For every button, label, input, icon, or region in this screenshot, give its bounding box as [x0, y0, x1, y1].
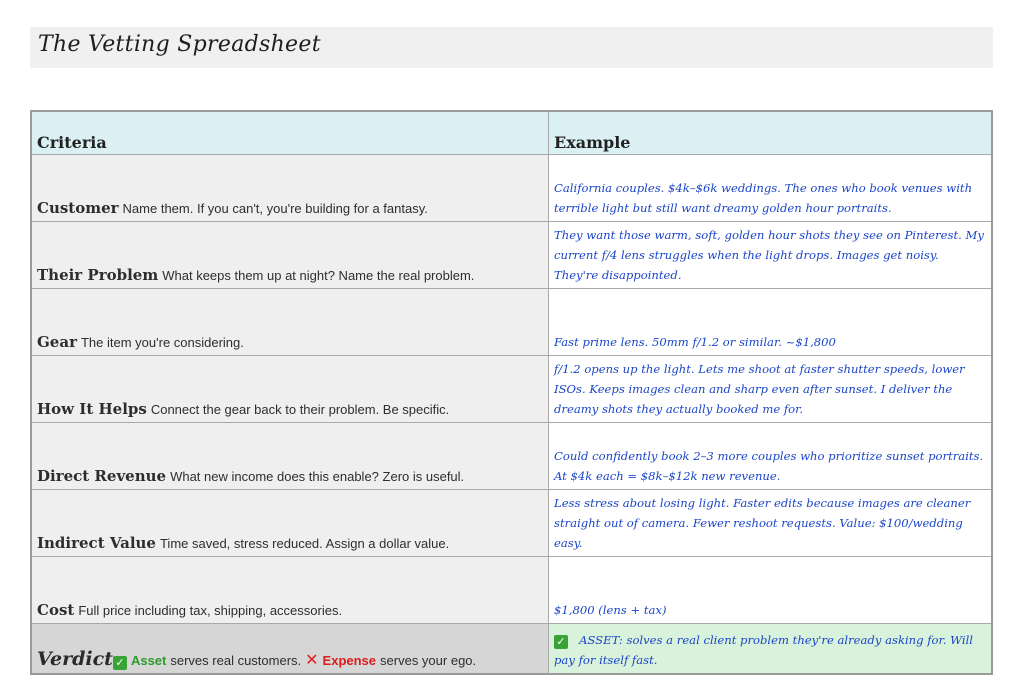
criteria-cell[interactable]	[31, 423, 549, 490]
header-row	[31, 111, 992, 155]
example-cell[interactable]: Less stress about losing light. Faster edits because images are cleaner straight out of camera. Fewer reshoot requests. Value: $100/wedding easy.	[549, 490, 993, 557]
asset-label: Asset	[130, 653, 167, 668]
criteria-cell[interactable]	[31, 356, 549, 423]
criteria-description: Time saved, stress reduced. Assign a dollar value.	[159, 536, 450, 551]
criteria-description: What new income does this enable? Zero is useful.	[170, 469, 465, 484]
example-cell[interactable]: $1,800 (lens + tax)	[549, 557, 993, 624]
example-cell[interactable]: Fast prime lens. 50mm f/1.2 or similar. ~$1,800	[549, 289, 993, 356]
criteria-description: Full price including tax, shipping, accessories.	[78, 603, 343, 618]
verdict-example-cell[interactable]	[549, 624, 993, 675]
header-criteria[interactable]: Criteria	[31, 111, 549, 155]
criteria-cell[interactable]	[31, 222, 549, 289]
table-row	[31, 155, 992, 222]
criteria-name: Gear	[37, 333, 77, 351]
verdict-row	[31, 624, 992, 675]
check-icon: ✓	[113, 656, 127, 670]
table-row	[31, 490, 992, 557]
table-row	[31, 423, 992, 490]
criteria-name: Direct Revenue	[37, 467, 167, 485]
criteria-description: The item you're considering.	[80, 335, 244, 350]
example-cell[interactable]: They want those warm, soft, golden hour shots they see on Pinterest. My current f/4 lens struggles when the light drops. Images get noisy. They're disappointed.	[549, 222, 993, 289]
asset-description: serves real customers.	[170, 653, 302, 668]
criteria-name: Indirect Value	[37, 534, 156, 552]
example-cell[interactable]: California couples. $4k–$6k weddings. The ones who book venues with terrible light but still want dreamy golden hour portraits.	[549, 155, 993, 222]
criteria-description: Connect the gear back to their problem. Be specific.	[150, 402, 450, 417]
criteria-name: Cost	[37, 601, 75, 619]
criteria-cell[interactable]	[31, 490, 549, 557]
header-example[interactable]: Example	[549, 111, 993, 155]
criteria-name: Their Problem	[37, 266, 159, 284]
example-cell[interactable]: f/1.2 opens up the light. Lets me shoot at faster shutter speeds, lower ISOs. Keeps images clean and sharp even after sunset. I deliver the dreamy shots they actually booked me for.	[549, 356, 993, 423]
table-row	[31, 557, 992, 624]
verdict-example-text: ASSET: solves a real client problem they're already asking for. Will pay for itself fast.	[554, 633, 973, 667]
example-cell[interactable]: Could confidently book 2–3 more couples who prioritize sunset portraits. At $4k each = $8k–$12k new revenue.	[549, 423, 993, 490]
cross-icon: ✕	[305, 650, 319, 669]
expense-description: serves your ego.	[380, 653, 477, 668]
criteria-cell[interactable]	[31, 155, 549, 222]
title-bar	[30, 27, 993, 68]
criteria-name: Customer	[37, 199, 119, 217]
check-icon: ✓	[554, 635, 568, 649]
vetting-table	[30, 110, 993, 675]
table-row	[31, 356, 992, 423]
criteria-name: How It Helps	[37, 400, 147, 418]
criteria-description: What keeps them up at night? Name the real problem.	[162, 268, 475, 283]
verdict-label: Verdict	[37, 648, 113, 670]
table-row	[31, 222, 992, 289]
criteria-cell[interactable]	[31, 557, 549, 624]
table-row	[31, 289, 992, 356]
expense-label: Expense	[322, 653, 377, 668]
criteria-description: Name them. If you can't, you're building for a fantasy.	[122, 201, 428, 216]
page-title: The Vetting Spreadsheet	[38, 32, 321, 57]
verdict-criteria-cell[interactable]	[31, 624, 549, 675]
criteria-cell[interactable]	[31, 289, 549, 356]
